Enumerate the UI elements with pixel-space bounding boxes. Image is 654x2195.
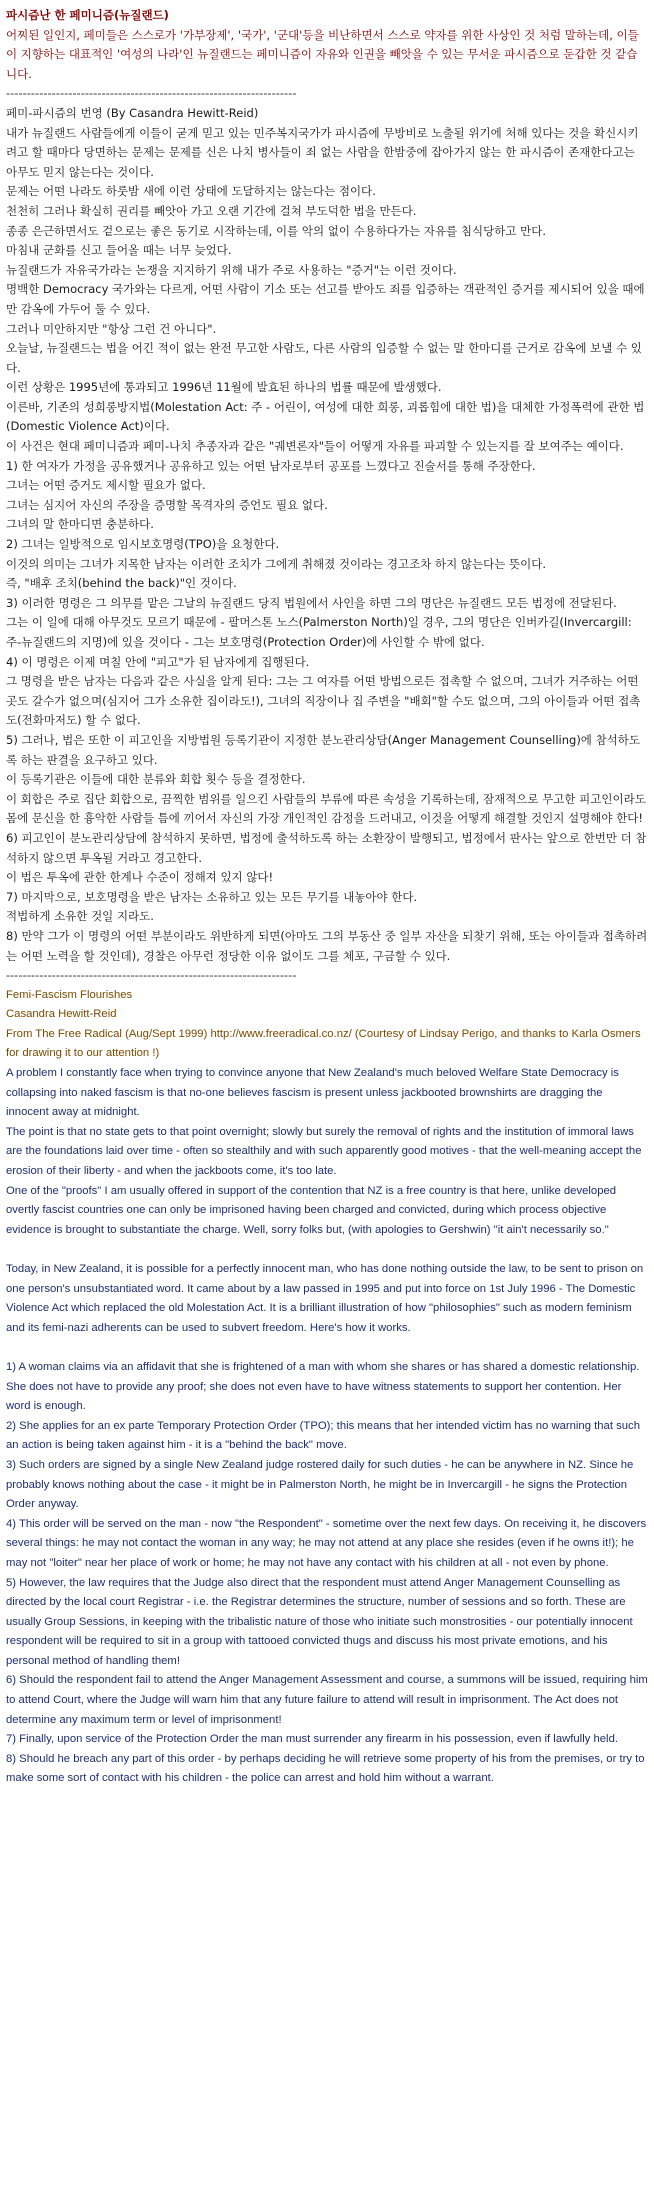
korean-paragraph: 마침내 군화를 신고 들어올 때는 너무 늦었다. — [6, 243, 232, 258]
korean-paragraph: 즉, "배후 조치(behind the back)"인 것이다. — [6, 576, 237, 591]
english-title: Femi-Fascism Flourishes — [6, 988, 133, 1001]
english-paragraph: 3) Such orders are signed by a single New Zealand judge rostered daily for such duties - he can be anywhere in NZ. Since he probably knows nothing about the case - it might be in Palmerston North, he might be in Invercargill - he signs the Protection Order anyway. — [6, 1458, 634, 1511]
korean-paragraph: 2) 그녀는 일방적으로 임시보호명령(TPO)을 요청한다. — [6, 537, 280, 552]
korean-paragraph: 그러나 미안하지만 "항상 그런 건 아니다". — [6, 321, 217, 336]
korean-paragraph: 내가 뉴질랜드 사람들에게 이들이 굳게 믿고 있는 민주복지국가가 파시즘에 무방비로 노출될 위기에 처해 있다는 것을 확신시키려고 할 때마다 당면하는 문제는 문제를 신은 나치 병사들이 죄 없는 사람을 한밤중에 잡아가지 않는 한 파시즘이 존재한다고는 아무도 믿지 않는다는 것이다. — [6, 125, 639, 179]
english-paragraph: 8) Should he breach any part of this order - by perhaps deciding he will retrieve some property of his from the premises, or try to make some sort of contact with his children - the police can arrest and hold him without a warrant. — [6, 1752, 645, 1785]
korean-paragraph: 6) 피고인이 분노관리상담에 참석하지 못하면, 법정에 출석하도록 하는 소환장이 발행되고, 법정에서 판사는 앞으로 한번만 더 참석하지 않으면 투옥될 거라고 경고한다. — [6, 830, 647, 865]
korean-paragraph: 그녀는 심지어 자신의 주장을 증명할 목격자의 증언도 필요 없다. — [6, 497, 328, 512]
korean-title: 파시즘난 한 페미니즘(뉴질랜드) — [6, 8, 169, 22]
english-paragraph: 2) She applies for an ex parte Temporary Protection Order (TPO); this means that her intended victim has no warning that such an action is being taken against him - it is a "behind the back" move. — [6, 1419, 640, 1452]
korean-paragraph: 오늘날, 뉴질랜드는 법을 어긴 적이 없는 완전 무고한 사람도, 다른 사람의 입증할 수 없는 말 한마디를 근거로 감옥에 보낼 수 있다. — [6, 341, 642, 375]
korean-paragraph: 8) 만약 그가 이 명령의 어떤 부분이라도 위반하게 되면(아마도 그의 부동산 중 일부 자산을 되찾기 위해, 또는 아이들과 접촉하려는 어떤 노력을 할 것인데), 경찰은 아무런 정당한 이유 없이도 그를 체포, 구금할 수 있다. — [6, 928, 648, 963]
korean-paragraph: 그녀는 어떤 증거도 제시할 필요가 없다. — [6, 478, 206, 493]
korean-translation — [6, 104, 648, 966]
korean-paragraph: 그녀의 말 한마디면 충분하다. — [6, 517, 154, 532]
korean-paragraph: 이 법은 투옥에 관한 한계나 수준이 정해져 있지 않다! — [6, 870, 274, 885]
english-paragraph: Today, in New Zealand, it is possible for a perfectly innocent man, who has done nothing outside the law, to be sent to prison on one person's unsubstantiated word. It came about by a law passed in 1995 and put into force on 1st July 1996 - The Domestic Violence Act which replaced the old Molestation Act. It is a brilliant illustration of how "philosophies" such as modern feminism and its femi-nazi adherents can be used to subvert freedom. Here's how it works. — [6, 1263, 644, 1334]
english-paragraph: The point is that no state gets to that point overnight; slowly but surely the removal of rights and the institution of immoral laws are the foundations laid over time - often so stealthily and with such apparently good motives - that the well-meaning accept the erosion of their liberty - and when the jackboots come, it's too late. — [6, 1125, 642, 1178]
english-author: Casandra Hewitt-Reid — [6, 1008, 117, 1021]
english-paragraph: 7) Finally, upon service of the Protection Order the man must surrender any firearm in his possession, even if lawfully held. — [6, 1733, 618, 1746]
paragraph-gap — [6, 1240, 648, 1260]
korean-paragraph: 이 등록기관은 이들에 대한 분류와 회합 횟수 등을 결정한다. — [6, 772, 306, 787]
english-paragraph: One of the "proofs" I am usually offered in support of the contention that NZ is a free country is that here, unlike developed overtly fascist countries one can only be imprisoned having been charged and convicted, during which process objective evidence is brought to substantiate the charge. Well, sorry folks but, (with apologies to Gershwin) "it ain't necessarily so." — [6, 1184, 617, 1236]
korean-paragraph: 문제는 어떤 나라도 하룻밤 새에 이런 상태에 도달하지는 않는다는 점이다. — [6, 184, 376, 199]
english-paragraph: A problem I constantly face when trying to convince anyone that New Zealand's much beloved Welfare State Democracy is collapsing into naked fascism is that no-one believes fascism is present unless jackbooted brownshirts are dragging the innocent away at midnight. — [6, 1067, 619, 1119]
korean-paragraph: 이 사건은 현대 페미니즘과 페미-나치 추종자과 같은 "궤변론자"들이 어떻게 자유를 파괴할 수 있는지를 잘 보여주는 예이다. — [6, 439, 624, 454]
english-original — [6, 986, 648, 1789]
korean-paragraph: 적법하게 소유한 것일 지라도. — [6, 909, 154, 924]
korean-intro: 어찌된 일인지, 페미들은 스스로가 '가부장제', '국가', '군대'등을 비난하면서 스스로 약자를 위한 사상인 것 처럼 말하는데, 이들이 지향하는 대표적인 '여성의 나라'인 뉴질랜드는 페미니즘이 자유와 인권을 빼앗을 수 있는 무서운 파시즘으로 둔갑한 것 같습니다. — [6, 27, 639, 81]
separator-line: ---------------------------------------------------------------------- — [6, 86, 297, 101]
separator-line: ---------------------------------------------------------------------- — [6, 968, 297, 983]
korean-paragraph: 페미-파시즘의 번영 (By Casandra Hewitt-Reid) — [6, 105, 259, 120]
korean-paragraph: 이것의 의미는 그녀가 지목한 남자는 이러한 조치가 그에게 취해졌 것이라는 경고조차 하지 않는다는 뜻이다. — [6, 556, 546, 571]
english-paragraph: 1) A woman claims via an affidavit that she is frightened of a man with whom she shares or has shared a domestic relationship. She does not have to provide any proof; she does not even have to have witness statements to support her contention. Her word is enough. — [6, 1360, 640, 1413]
english-paragraph: 4) This order will be served on the man - now "the Respondent" - sometime over the next few days. On receiving it, he discovers several things: he may not contact the woman in any way; he may not attend at any place she resides (even if he owns it!); he may not "loiter" near her place of work or home; he may not have any contact with his children at all - not even by phone. — [6, 1517, 647, 1569]
korean-paragraph: 그는 이 일에 대해 아무것도 모르기 때문에 - 팔머스톤 노스(Palmerston North)일 경우, 그의 명단은 인버카길(Invercargill: 주-뉴질랜드의 지명)에 있을 것이다 - 그는 보호명령(Protection Order)에 사인할 수 밖에 없다. — [6, 615, 632, 649]
korean-paragraph: 명백한 Democracy 국가와는 다르게, 어떤 사람이 기소 또는 선고를 받아도 죄를 입증하는 객관적인 증거를 제시되어 있을 때에만 감옥에 가두어 둘 수 있다. — [6, 282, 645, 316]
korean-paragraph: 1) 한 여자가 가정을 공유했거나 공유하고 있는 어떤 남자로부터 공포를 느꼈다고 진술서를 통해 주장한다. — [6, 458, 536, 473]
english-paragraph: 5) However, the law requires that the Judge also direct that the respondent must attend Anger Management Counselling as directed by the local court Registrar - i.e. the Registrar determines the structure, number of sessions and so forth. These are usually Group Sessions, in keeping with the tribalistic nature of those who initiate such monstrosities - our potentially innocent respondent will be required to sit in a group with tattooed convicted thugs and discuss his most private emotions, and his personal method of handling them! — [6, 1576, 633, 1667]
english-paragraph: 6) Should the respondent fail to attend the Anger Management Assessment and course, a summons will be issued, requiring him to attend Court, where the Judge will warn him that any future failure to attend will result in imprisonment. The Act does not determine any maximum term or level of imprisonment! — [6, 1674, 648, 1726]
korean-paragraph: 종종 은근하면서도 겉으로는 좋은 동기로 시작하는데, 이를 악의 없이 수용하다가는 자유를 침식당하고 만다. — [6, 223, 546, 238]
english-source: From The Free Radical (Aug/Sept 1999) http://www.freeradical.co.nz/ (Courtesy of Lindsay Perigo, and thanks to Karla Osmers for drawing it to our attention !) — [6, 1027, 641, 1060]
korean-paragraph: 이런 상황은 1995년에 통과되고 1996년 11월에 발효된 하나의 법률 때문에 발생했다. — [6, 380, 442, 395]
korean-paragraph: 이 회합은 주로 집단 회합으로, 끔찍한 범위를 일으킨 사람들의 부류에 따른 속성을 기록하는데, 잠재적으로 무고한 피고인이라도 몸에 문신을 한 흉악한 사람들 틈에 끼어서 자신의 가장 개인적인 감정을 드러내고, 이것을 어떻게 해결할 것인지 설명해야 한다! — [6, 791, 646, 826]
paragraph-gap — [6, 1338, 648, 1358]
korean-paragraph: 천천히 그러나 확실히 권리를 빼앗아 가고 오랜 기간에 걸쳐 부도덕한 법을 만든다. — [6, 203, 417, 218]
korean-paragraph: 그 명령을 받은 남자는 다음과 같은 사실을 알게 된다: 그는 그 여자를 어떤 방법으로든 접촉할 수 없으며, 그녀가 거주하는 어떤 곳도 갈수가 없으며(심지어 그가 소유한 집이라도!), 그녀의 직장이나 집 주변을 "배회"할 수도 없으며, 그의 아이들과 어떤 접촉도(전화마저도) 할 수 없다. — [6, 674, 641, 728]
korean-paragraph: 5) 그러나, 법은 또한 이 피고인을 지방법원 등록기관이 지정한 분노관리상담(Anger Management Counselling)에 참석하도록 하는 판결을 요구하고 있다. — [6, 732, 641, 767]
korean-paragraph: 4) 이 명령은 이제 며칠 안에 "피고"가 된 남자에게 집행된다. — [6, 654, 310, 669]
korean-paragraph: 이른바, 기존의 성희롱방지법(Molestation Act: 주 - 어린이, 여성에 대한 희롱, 괴롭힘에 대한 법)을 대체한 가정폭력에 관한 법(Domestic Violence Act)이다. — [6, 399, 645, 434]
korean-paragraph: 3) 이러한 명령은 그 의무를 맡은 그날의 뉴질랜드 당직 법원에서 사인을 하면 그의 명단은 뉴질랜드 모든 법정에 전달된다. — [6, 595, 617, 610]
korean-paragraph: 뉴질랜드가 자유국가라는 논쟁을 지지하기 위해 내가 주로 사용하는 "증거"는 이런 것이다. — [6, 262, 457, 277]
korean-paragraph: 7) 마지막으로, 보호명령을 받은 남자는 소유하고 있는 모든 무기를 내놓아야 한다. — [6, 889, 418, 904]
